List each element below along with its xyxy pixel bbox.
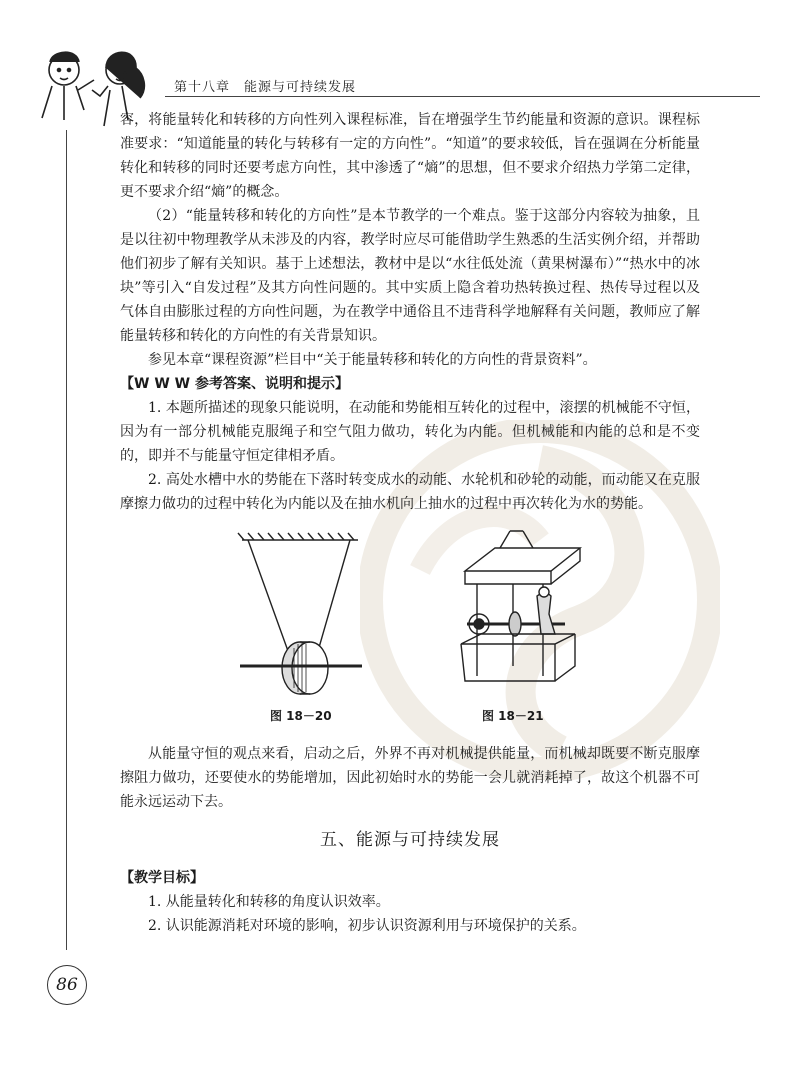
goal-item-2: 2. 认识能源消耗对环境的影响，初步认识资源利用与环境保护的关系。 [148,918,586,934]
margin-rule [66,130,67,950]
section-title: 五、能源与可持续发展 [320,830,500,850]
figure-caption-left: 图 18－20 [270,709,332,723]
maxwell-wheel-figure [230,526,370,701]
answer-item-2: 2. 高处水槽中水的势能在下落时转变成水的动能、水轮机和砂轮的动能，而动能又在克服摩擦力做功的过程中转化为内能以及在抽水机向上抽水的过程中再次转化为水的势能。 [120,472,700,512]
water-wheel-machine-figure [455,526,585,701]
goals-heading: 【教学目标】 [120,870,204,886]
answer-item-1: 1. 本题所描述的现象只能说明，在动能和势能相互转化的过程中，滚摆的机械能不守恒，因为有一部分机械能克服绳子和空气阻力做功，转化为内能。但机械能和内能的总和是不变的，即并不与能量守恒定律相矛盾。 [120,400,700,464]
header-rule [165,96,760,97]
chapter-header: 第十八章 能源与可持续发展 [174,80,357,95]
figure-caption-right: 图 18－21 [482,709,544,723]
www-heading: 【W W W 参考答案、说明和提示】 [120,376,349,392]
paragraph-difficulty: （2）“能量转移和转化的方向性”是本节教学的一个难点。鉴于这部分内容较为抽象，且是以往初中物理教学从未涉及的内容，教学时应尽可能借助学生熟悉的生活实例介绍，并帮助他们初步了解有关知识。基于上述想法，教材中是以“水往低处流（黄果树瀑布）”“热水中的冰块”等引入“自发过程”及其方向性问题的。其中实质上隐含着功热转换过程、热传导过程以及气体自由膨胀过程的方向性问题，为在教学中通俗且不违背科学地解释有关问题，教师应了解能量转移和转化的方向性的有关背景知识。 [120,208,700,344]
page-content [120,108,700,938]
goal-item-1: 1. 从能量转化和转移的角度认识效率。 [148,894,390,910]
paragraph-reference: 参见本章“课程资源”栏目中“关于能量转移和转化的方向性的背景资料”。 [148,352,597,368]
page-number: 86 [47,965,87,1005]
paragraph-continued: 容，将能量转化和转移的方向性列入课程标准，旨在增强学生节约能量和资源的意识。课程标准要求：“知道能量的转化与转移有一定的方向性”。“知道”的要求较低，旨在强调在分析能量转化和转移的同时还要考虑方向性，其中渗透了“熵”的思想，但不要求介绍热力学第二定律，更不要求介绍“熵”的概念。 [120,112,700,200]
paragraph-conclusion: 从能量守恒的观点来看，启动之后，外界不再对机械提供能量，而机械却既要不断克服摩擦阻力做功，还要使水的势能增加，因此初始时水的势能一会儿就消耗掉了，故这个机器不可能永远运动下去。 [120,746,700,810]
figure-row [120,526,700,736]
